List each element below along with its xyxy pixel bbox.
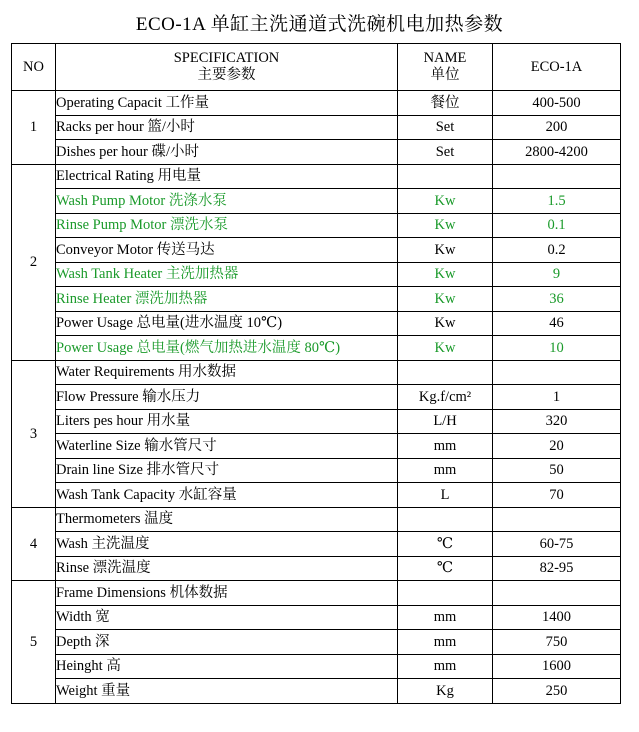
value-cell: 0.1 — [493, 213, 621, 238]
unit-cell — [398, 581, 493, 606]
value-cell: 60-75 — [493, 532, 621, 557]
table-row — [12, 654, 621, 679]
spec-cell: Waterline Size 输水管尺寸 — [56, 434, 398, 459]
unit-cell: mm — [398, 458, 493, 483]
unit-cell: Set — [398, 140, 493, 165]
value-cell: 9 — [493, 262, 621, 287]
table-row — [12, 164, 621, 189]
unit-cell: Kg — [398, 679, 493, 704]
spec-cell: Liters pes hour 用水量 — [56, 409, 398, 434]
unit-cell: Kw — [398, 336, 493, 361]
value-cell — [493, 360, 621, 385]
table-row — [12, 434, 621, 459]
spec-cell: Wash Tank Heater 主洗加热器 — [56, 262, 398, 287]
unit-cell — [398, 360, 493, 385]
unit-cell — [398, 164, 493, 189]
value-cell: 320 — [493, 409, 621, 434]
value-cell — [493, 581, 621, 606]
value-cell — [493, 507, 621, 532]
spec-cell: Rinse Heater 漂洗加热器 — [56, 287, 398, 312]
unit-cell: Kg.f/cm² — [398, 385, 493, 410]
spec-cell: Thermometers 温度 — [56, 507, 398, 532]
value-cell: 1600 — [493, 654, 621, 679]
spec-cell: Rinse 漂洗温度 — [56, 556, 398, 581]
spec-cell: Racks per hour 篮/小时 — [56, 115, 398, 140]
unit-cell: L/H — [398, 409, 493, 434]
unit-cell: Set — [398, 115, 493, 140]
table-row — [12, 287, 621, 312]
spec-cell: Frame Dimensions 机体数据 — [56, 581, 398, 606]
value-cell: 200 — [493, 115, 621, 140]
header-model: ECO-1A — [493, 44, 621, 91]
table-row — [12, 409, 621, 434]
header-spec-cn: 主要参数 — [197, 67, 256, 83]
header-no: NO — [12, 44, 56, 91]
spec-cell: Power Usage 总电量(进水温度 10℃) — [56, 311, 398, 336]
value-cell: 250 — [493, 679, 621, 704]
value-cell: 46 — [493, 311, 621, 336]
unit-cell: Kw — [398, 238, 493, 263]
group-number: 4 — [12, 507, 56, 581]
header-specification — [56, 44, 398, 91]
header-unit — [398, 44, 493, 91]
value-cell: 70 — [493, 483, 621, 508]
unit-cell: mm — [398, 605, 493, 630]
unit-cell: Kw — [398, 189, 493, 214]
unit-cell: ℃ — [398, 532, 493, 557]
spec-cell: Rinse Pump Motor 漂洗水泵 — [56, 213, 398, 238]
table-row — [12, 213, 621, 238]
value-cell: 0.2 — [493, 238, 621, 263]
header-spec-en: SPECIFICATION — [173, 50, 280, 66]
table-row — [12, 336, 621, 361]
table-row — [12, 581, 621, 606]
value-cell: 2800-4200 — [493, 140, 621, 165]
unit-cell: Kw — [398, 287, 493, 312]
unit-cell: ℃ — [398, 556, 493, 581]
group-number: 5 — [12, 581, 56, 704]
spec-cell: Water Requirements 用水数据 — [56, 360, 398, 385]
group-number: 2 — [12, 164, 56, 360]
table-row — [12, 679, 621, 704]
value-cell: 1400 — [493, 605, 621, 630]
table-row — [12, 532, 621, 557]
value-cell: 82-95 — [493, 556, 621, 581]
unit-cell: 餐位 — [398, 91, 493, 116]
header-row — [12, 44, 621, 91]
table-row — [12, 311, 621, 336]
table-row — [12, 115, 621, 140]
unit-cell: mm — [398, 434, 493, 459]
value-cell: 10 — [493, 336, 621, 361]
spec-cell: Electrical Rating 用电量 — [56, 164, 398, 189]
value-cell: 20 — [493, 434, 621, 459]
unit-cell: L — [398, 483, 493, 508]
value-cell: 1.5 — [493, 189, 621, 214]
spec-cell: Dishes per hour 碟/小时 — [56, 140, 398, 165]
spec-cell: Flow Pressure 输水压力 — [56, 385, 398, 410]
table-row — [12, 630, 621, 655]
spec-cell: Wash 主洗温度 — [56, 532, 398, 557]
value-cell: 36 — [493, 287, 621, 312]
table-row — [12, 189, 621, 214]
unit-cell: mm — [398, 630, 493, 655]
unit-cell: Kw — [398, 213, 493, 238]
spec-table-body — [12, 91, 621, 704]
table-row — [12, 605, 621, 630]
spec-cell: Power Usage 总电量(燃气加热进水温度 80℃) — [56, 336, 398, 361]
header-unit-en: NAME — [423, 50, 467, 66]
spec-cell: Depth 深 — [56, 630, 398, 655]
unit-cell: Kw — [398, 311, 493, 336]
spec-table — [11, 43, 621, 704]
unit-cell: mm — [398, 654, 493, 679]
spec-cell: Width 宽 — [56, 605, 398, 630]
spec-cell: Heinght 高 — [56, 654, 398, 679]
group-number: 3 — [12, 360, 56, 507]
unit-cell: Kw — [398, 262, 493, 287]
spec-cell: Drain line Size 排水管尺寸 — [56, 458, 398, 483]
table-row — [12, 507, 621, 532]
value-cell: 750 — [493, 630, 621, 655]
spec-cell: Wash Tank Capacity 水缸容量 — [56, 483, 398, 508]
value-cell: 400-500 — [493, 91, 621, 116]
table-row — [12, 458, 621, 483]
spec-cell: Operating Capacit 工作量 — [56, 91, 398, 116]
table-row — [12, 483, 621, 508]
table-row — [12, 556, 621, 581]
table-row — [12, 140, 621, 165]
spec-cell: Weight 重量 — [56, 679, 398, 704]
value-cell: 1 — [493, 385, 621, 410]
document-title: ECO-1A 单缸主洗通道式洗碗机电加热参数 — [135, 14, 504, 35]
group-number: 1 — [12, 91, 56, 165]
table-row — [12, 360, 621, 385]
table-row — [12, 385, 621, 410]
table-row — [12, 238, 621, 263]
header-unit-cn: 单位 — [430, 67, 460, 83]
unit-cell — [398, 507, 493, 532]
value-cell — [493, 164, 621, 189]
spec-cell: Conveyor Motor 传送马达 — [56, 238, 398, 263]
table-row — [12, 91, 621, 116]
value-cell: 50 — [493, 458, 621, 483]
spec-cell: Wash Pump Motor 洗涤水泵 — [56, 189, 398, 214]
table-row — [12, 262, 621, 287]
